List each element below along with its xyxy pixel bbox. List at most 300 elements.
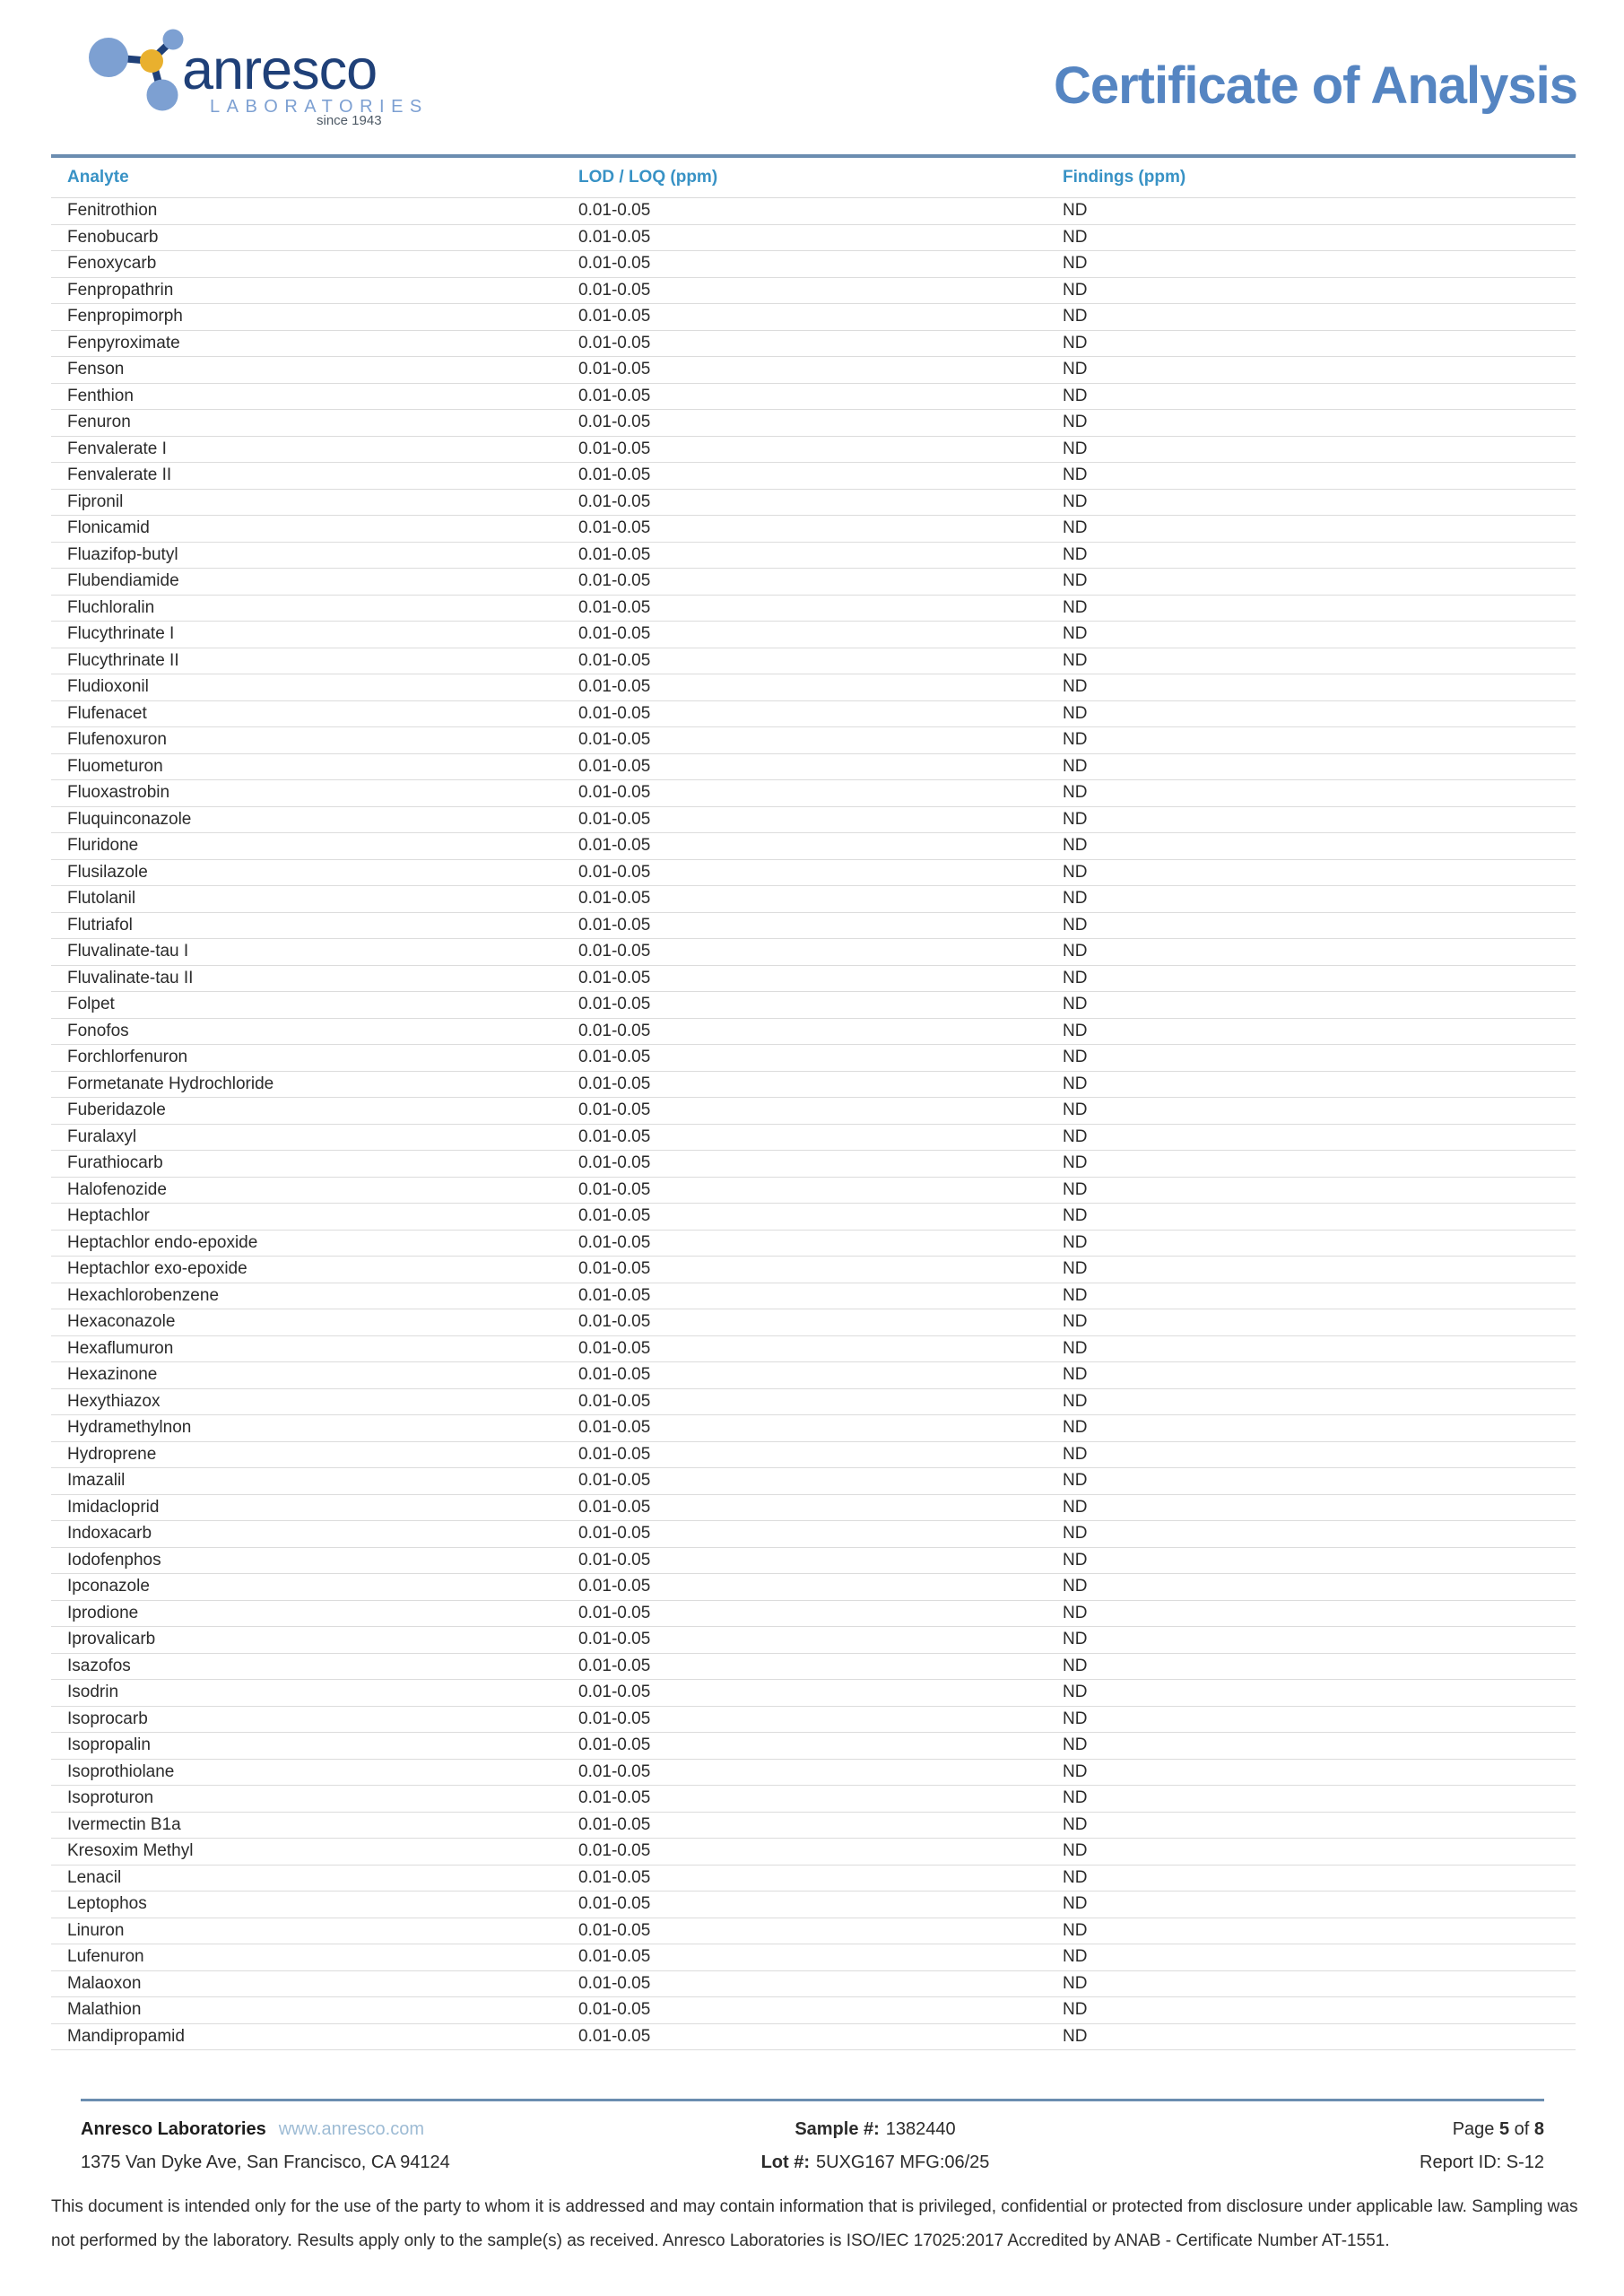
analyte-name: Lenacil <box>67 1867 122 1887</box>
analyte-name: Lufenuron <box>67 1947 144 1967</box>
lod-loq-value: 0.01-0.05 <box>578 1630 651 1649</box>
analyte-name: Imazalil <box>67 1471 126 1491</box>
table-row <box>51 1309 1576 1336</box>
analyte-name: Flutriafol <box>67 915 133 935</box>
analyte-name: Fluchloralin <box>67 597 155 617</box>
analyte-name: Hexaconazole <box>67 1312 176 1332</box>
table-row <box>51 886 1576 913</box>
lod-loq-value: 0.01-0.05 <box>578 1471 651 1491</box>
findings-value: ND <box>1063 1947 1088 1967</box>
findings-value: ND <box>1063 1841 1088 1861</box>
table-row <box>51 384 1576 411</box>
findings-value: ND <box>1063 1788 1088 1808</box>
table-row <box>51 569 1576 596</box>
analyte-name: Iprovalicarb <box>67 1630 156 1649</box>
anresco-logo <box>51 14 473 131</box>
table-row <box>51 913 1576 940</box>
findings-value: ND <box>1063 703 1088 723</box>
findings-value: ND <box>1063 1656 1088 1675</box>
table-row <box>51 1839 1576 1866</box>
lod-loq-value: 0.01-0.05 <box>578 703 651 723</box>
findings-value: ND <box>1063 544 1088 564</box>
lod-loq-value: 0.01-0.05 <box>578 1709 651 1728</box>
table-row <box>51 251 1576 278</box>
lod-loq-value: 0.01-0.05 <box>578 1524 651 1544</box>
lod-loq-value: 0.01-0.05 <box>578 1497 651 1517</box>
molecule-icon <box>51 14 186 131</box>
table-row <box>51 437 1576 464</box>
lod-loq-value: 0.01-0.05 <box>578 730 651 750</box>
table-row <box>51 833 1576 860</box>
lod-loq-value: 0.01-0.05 <box>578 1761 651 1781</box>
analyte-name: Forchlorfenuron <box>67 1048 188 1067</box>
table-row <box>51 1944 1576 1971</box>
analyte-name: Leptophos <box>67 1894 147 1914</box>
findings-value: ND <box>1063 1471 1088 1491</box>
findings-value: ND <box>1063 783 1088 803</box>
analyte-name: Fluoxastrobin <box>67 783 170 803</box>
lod-loq-value: 0.01-0.05 <box>578 1100 651 1120</box>
lod-loq-value: 0.01-0.05 <box>578 518 651 538</box>
report-id-value: S-12 <box>1506 2152 1544 2172</box>
lod-loq-value: 0.01-0.05 <box>578 1206 651 1226</box>
findings-value: ND <box>1063 280 1088 300</box>
footer-right <box>1168 2113 1544 2179</box>
table-row <box>51 807 1576 834</box>
findings-value: ND <box>1063 809 1088 829</box>
table-row <box>51 1257 1576 1283</box>
lod-loq-value: 0.01-0.05 <box>578 1232 651 1252</box>
lod-loq-value: 0.01-0.05 <box>578 1179 651 1199</box>
table-row <box>51 1866 1576 1892</box>
table-row <box>51 1362 1576 1389</box>
footer-divider <box>81 2099 1544 2101</box>
analyte-name: Fenson <box>67 360 125 379</box>
report-id-label: Report ID: <box>1420 2152 1507 2172</box>
analyte-name: Kresoxim Methyl <box>67 1841 194 1861</box>
findings-value: ND <box>1063 1973 1088 1993</box>
analyte-name: Fluquinconazole <box>67 809 192 829</box>
findings-value: ND <box>1063 1100 1088 1120</box>
analyte-name: Malaoxon <box>67 1973 142 1993</box>
analyte-name: Furalaxyl <box>67 1126 137 1146</box>
table-row <box>51 357 1576 384</box>
analyte-name: Folpet <box>67 995 115 1014</box>
analyte-name: Fipronil <box>67 491 124 511</box>
table-row <box>51 1125 1576 1152</box>
analyte-name: Fenoxycarb <box>67 254 157 274</box>
analyte-name: Fenpropathrin <box>67 280 174 300</box>
findings-value: ND <box>1063 1126 1088 1146</box>
footer-center <box>583 2113 1168 2179</box>
analyte-name: Mandipropamid <box>67 2026 185 2046</box>
findings-value: ND <box>1063 307 1088 326</box>
analyte-name: Iprodione <box>67 1603 139 1622</box>
analyte-name: Hexachlorobenzene <box>67 1285 220 1305</box>
findings-value: ND <box>1063 1418 1088 1438</box>
findings-value: ND <box>1063 386 1088 405</box>
findings-value: ND <box>1063 333 1088 352</box>
page-number: 5 <box>1498 2119 1510 2139</box>
lod-loq-value: 0.01-0.05 <box>578 597 651 617</box>
lod-loq-value: 0.01-0.05 <box>578 889 651 909</box>
lod-loq-value: 0.01-0.05 <box>578 1048 651 1067</box>
table-row <box>51 1574 1576 1601</box>
analyte-name: Imidacloprid <box>67 1497 160 1517</box>
website-link[interactable]: www.anresco.com <box>278 2119 425 2139</box>
lod-loq-value: 0.01-0.05 <box>578 677 651 697</box>
table-row <box>51 1019 1576 1046</box>
table-row <box>51 1204 1576 1231</box>
analyte-name: Fenpyroximate <box>67 333 180 352</box>
table-row <box>51 648 1576 675</box>
lod-loq-value: 0.01-0.05 <box>578 1841 651 1861</box>
analyte-name: Heptachlor exo-epoxide <box>67 1259 248 1279</box>
findings-value: ND <box>1063 1259 1088 1279</box>
findings-value: ND <box>1063 968 1088 987</box>
lod-loq-value: 0.01-0.05 <box>578 1285 651 1305</box>
table-row <box>51 516 1576 543</box>
logo-since-text: since 1943 <box>317 113 382 128</box>
lod-loq-value: 0.01-0.05 <box>578 1418 651 1438</box>
analyte-name: Flutolanil <box>67 889 136 909</box>
table-row <box>51 1707 1576 1734</box>
analyte-name: Ipconazole <box>67 1577 150 1596</box>
lod-loq-value: 0.01-0.05 <box>578 333 651 352</box>
findings-value: ND <box>1063 756 1088 776</box>
table-row <box>51 1178 1576 1205</box>
analyte-name: Isoproturon <box>67 1788 154 1808</box>
lod-loq-value: 0.01-0.05 <box>578 1603 651 1622</box>
table-row <box>51 225 1576 252</box>
findings-value: ND <box>1063 491 1088 511</box>
analyte-name: Fluvalinate-tau I <box>67 942 189 961</box>
findings-value: ND <box>1063 942 1088 961</box>
table-row <box>51 1389 1576 1416</box>
lod-loq-value: 0.01-0.05 <box>578 968 651 987</box>
analyte-name: Fludioxonil <box>67 677 149 697</box>
findings-value: ND <box>1063 1550 1088 1570</box>
findings-value: ND <box>1063 1894 1088 1914</box>
analyte-name: Flubendiamide <box>67 571 179 591</box>
lod-loq-value: 0.01-0.05 <box>578 809 651 829</box>
table-row <box>51 1760 1576 1787</box>
lod-loq-value: 0.01-0.05 <box>578 1312 651 1332</box>
table-row <box>51 674 1576 701</box>
table-row <box>51 1601 1576 1628</box>
analyte-name: Hydramethylnon <box>67 1418 192 1438</box>
analyte-name: Fluometuron <box>67 756 163 776</box>
analyte-name: Formetanate Hydrochloride <box>67 1074 274 1093</box>
table-row <box>51 1918 1576 1945</box>
findings-value: ND <box>1063 677 1088 697</box>
findings-value: ND <box>1063 201 1088 221</box>
analyte-name: Flufenoxuron <box>67 730 167 750</box>
table-row <box>51 490 1576 517</box>
table-row <box>51 939 1576 966</box>
lod-loq-value: 0.01-0.05 <box>578 1153 651 1173</box>
analyte-name: Ivermectin B1a <box>67 1814 181 1834</box>
findings-value: ND <box>1063 439 1088 458</box>
lod-loq-value: 0.01-0.05 <box>578 1126 651 1146</box>
table-row <box>51 1231 1576 1257</box>
analyte-name: Fluazifop-butyl <box>67 544 178 564</box>
column-header-analyte: Analyte <box>67 168 129 187</box>
table-row <box>51 1336 1576 1363</box>
lod-loq-value: 0.01-0.05 <box>578 439 651 458</box>
findings-value: ND <box>1063 1683 1088 1702</box>
findings-value: ND <box>1063 889 1088 909</box>
lod-loq-value: 0.01-0.05 <box>578 491 651 511</box>
findings-value: ND <box>1063 1021 1088 1040</box>
findings-value: ND <box>1063 1365 1088 1385</box>
findings-value: ND <box>1063 227 1088 247</box>
lot-number-label: Lot #: <box>760 2152 810 2172</box>
findings-value: ND <box>1063 1497 1088 1517</box>
analyte-name: Hydroprene <box>67 1444 157 1464</box>
findings-value: ND <box>1063 2000 1088 2020</box>
lod-loq-value: 0.01-0.05 <box>578 1365 651 1385</box>
findings-value: ND <box>1063 730 1088 750</box>
lod-loq-value: 0.01-0.05 <box>578 650 651 670</box>
analyte-name: Hexaflumuron <box>67 1338 174 1358</box>
column-header-findings: Findings (ppm) <box>1063 168 1186 187</box>
findings-value: ND <box>1063 465 1088 485</box>
sample-number-label: Sample #: <box>795 2119 880 2139</box>
lod-loq-value: 0.01-0.05 <box>578 360 651 379</box>
findings-value: ND <box>1063 1048 1088 1067</box>
findings-value: ND <box>1063 650 1088 670</box>
lod-loq-value: 0.01-0.05 <box>578 1814 651 1834</box>
table-row <box>51 1045 1576 1072</box>
table-row <box>51 727 1576 754</box>
lod-loq-value: 0.01-0.05 <box>578 201 651 221</box>
column-header-lod-loq: LOD / LOQ (ppm) <box>578 168 718 187</box>
lod-loq-value: 0.01-0.05 <box>578 227 651 247</box>
table-row <box>51 860 1576 887</box>
analyte-name: Hexazinone <box>67 1365 158 1385</box>
table-row <box>51 410 1576 437</box>
table-row <box>51 1786 1576 1813</box>
findings-value: ND <box>1063 1867 1088 1887</box>
lod-loq-value: 0.01-0.05 <box>578 2026 651 2046</box>
lod-loq-value: 0.01-0.05 <box>578 307 651 326</box>
logo-subtitle: LABORATORIES <box>210 97 429 117</box>
table-row <box>51 1680 1576 1707</box>
findings-value: ND <box>1063 1285 1088 1305</box>
table-row <box>51 278 1576 305</box>
lod-loq-value: 0.01-0.05 <box>578 571 651 591</box>
analyte-name: Isoprocarb <box>67 1709 148 1728</box>
analyte-name: Isazofos <box>67 1656 131 1675</box>
table-row <box>51 701 1576 728</box>
analyte-name: Fenthion <box>67 386 134 405</box>
company-address: 1375 Van Dyke Ave, San Francisco, CA 94124 <box>81 2152 450 2172</box>
lod-loq-value: 0.01-0.05 <box>578 1074 651 1093</box>
findings-value: ND <box>1063 1735 1088 1755</box>
analyte-name: Fonofos <box>67 1021 129 1040</box>
table-row <box>51 1468 1576 1495</box>
findings-value: ND <box>1063 915 1088 935</box>
findings-value: ND <box>1063 1603 1088 1622</box>
lod-loq-value: 0.01-0.05 <box>578 280 651 300</box>
analyte-table <box>51 154 1576 2050</box>
analyte-name: Fluvalinate-tau II <box>67 968 194 987</box>
table-row <box>51 331 1576 358</box>
analyte-name: Fenvalerate II <box>67 465 172 485</box>
findings-value: ND <box>1063 518 1088 538</box>
lod-loq-value: 0.01-0.05 <box>578 1735 651 1755</box>
analyte-name: Hexythiazox <box>67 1391 161 1411</box>
lod-loq-value: 0.01-0.05 <box>578 942 651 961</box>
lod-loq-value: 0.01-0.05 <box>578 862 651 882</box>
findings-value: ND <box>1063 571 1088 591</box>
findings-value: ND <box>1063 1391 1088 1411</box>
table-row <box>51 1971 1576 1998</box>
footer-left <box>81 2113 583 2179</box>
findings-value: ND <box>1063 1920 1088 1940</box>
findings-value: ND <box>1063 360 1088 379</box>
table-row <box>51 596 1576 622</box>
table-row <box>51 304 1576 331</box>
table-row <box>51 966 1576 993</box>
lod-loq-value: 0.01-0.05 <box>578 1021 651 1040</box>
table-row <box>51 1548 1576 1575</box>
lod-loq-value: 0.01-0.05 <box>578 1656 651 1675</box>
findings-value: ND <box>1063 862 1088 882</box>
analyte-name: Malathion <box>67 2000 142 2020</box>
table-row <box>51 198 1576 225</box>
findings-value: ND <box>1063 1338 1088 1358</box>
table-row <box>51 992 1576 1019</box>
lod-loq-value: 0.01-0.05 <box>578 1259 651 1279</box>
lod-loq-value: 0.01-0.05 <box>578 1867 651 1887</box>
findings-value: ND <box>1063 2026 1088 2046</box>
analyte-name: Fenvalerate I <box>67 439 167 458</box>
analyte-name: Linuron <box>67 1920 125 1940</box>
analyte-name: Flucythrinate II <box>67 650 179 670</box>
findings-value: ND <box>1063 624 1088 644</box>
findings-value: ND <box>1063 1761 1088 1781</box>
analyte-name: Fenpropimorph <box>67 307 183 326</box>
table-row <box>51 1892 1576 1918</box>
table-row <box>51 622 1576 648</box>
findings-value: ND <box>1063 1577 1088 1596</box>
analyte-name: Indoxacarb <box>67 1524 152 1544</box>
table-row <box>51 1997 1576 2024</box>
lod-loq-value: 0.01-0.05 <box>578 995 651 1014</box>
lod-loq-value: 0.01-0.05 <box>578 1788 651 1808</box>
lot-number-value: 5UXG167 MFG:06/25 <box>816 2152 990 2172</box>
table-row <box>51 1072 1576 1099</box>
analyte-name: Fenitrothion <box>67 201 158 221</box>
lod-loq-value: 0.01-0.05 <box>578 783 651 803</box>
analyte-name: Flonicamid <box>67 518 150 538</box>
findings-value: ND <box>1063 1179 1088 1199</box>
page-total: 8 <box>1533 2119 1544 2139</box>
lod-loq-value: 0.01-0.05 <box>578 254 651 274</box>
lod-loq-value: 0.01-0.05 <box>578 1920 651 1940</box>
table-row <box>51 463 1576 490</box>
table-row <box>51 1442 1576 1469</box>
lod-loq-value: 0.01-0.05 <box>578 1683 651 1702</box>
table-row <box>51 1521 1576 1548</box>
table-row <box>51 1151 1576 1178</box>
analyte-name: Fenobucarb <box>67 227 159 247</box>
report-id <box>1168 2146 1544 2179</box>
analyte-name: Fuberidazole <box>67 1100 166 1120</box>
analyte-name: Flufenacet <box>67 703 147 723</box>
analyte-name: Fluridone <box>67 836 139 856</box>
sample-number-value: 1382440 <box>885 2119 956 2139</box>
findings-value: ND <box>1063 1074 1088 1093</box>
table-row <box>51 543 1576 570</box>
analyte-name: Iodofenphos <box>67 1550 161 1570</box>
table-row <box>51 1733 1576 1760</box>
analyte-name: Isodrin <box>67 1683 119 1702</box>
table-row <box>51 1813 1576 1839</box>
company-name: Anresco Laboratories <box>81 2119 266 2139</box>
table-body <box>51 198 1576 2050</box>
lod-loq-value: 0.01-0.05 <box>578 915 651 935</box>
findings-value: ND <box>1063 1312 1088 1332</box>
findings-value: ND <box>1063 1444 1088 1464</box>
logo-wordmark: anresco <box>182 39 378 101</box>
findings-value: ND <box>1063 995 1088 1014</box>
lod-loq-value: 0.01-0.05 <box>578 1391 651 1411</box>
table-row <box>51 1283 1576 1310</box>
findings-value: ND <box>1063 836 1088 856</box>
findings-value: ND <box>1063 254 1088 274</box>
page-title: Certificate of Analysis <box>1053 57 1577 115</box>
table-row <box>51 1495 1576 1522</box>
table-row <box>51 1627 1576 1654</box>
lod-loq-value: 0.01-0.05 <box>578 2000 651 2020</box>
lod-loq-value: 0.01-0.05 <box>578 544 651 564</box>
lod-loq-value: 0.01-0.05 <box>578 624 651 644</box>
lod-loq-value: 0.01-0.05 <box>578 1577 651 1596</box>
analyte-name: Fenuron <box>67 413 131 432</box>
lod-loq-value: 0.01-0.05 <box>578 1338 651 1358</box>
analyte-name: Furathiocarb <box>67 1153 163 1173</box>
table-row <box>51 1654 1576 1681</box>
analyte-name: Flusilazole <box>67 862 148 882</box>
analyte-name: Heptachlor endo-epoxide <box>67 1232 258 1252</box>
lod-loq-value: 0.01-0.05 <box>578 386 651 405</box>
table-row <box>51 1098 1576 1125</box>
lod-loq-value: 0.01-0.05 <box>578 413 651 432</box>
findings-value: ND <box>1063 1814 1088 1834</box>
analyte-name: Flucythrinate I <box>67 624 175 644</box>
table-row <box>51 780 1576 807</box>
findings-value: ND <box>1063 1153 1088 1173</box>
lod-loq-value: 0.01-0.05 <box>578 465 651 485</box>
findings-value: ND <box>1063 413 1088 432</box>
footer <box>81 2113 1544 2179</box>
findings-value: ND <box>1063 1709 1088 1728</box>
table-row <box>51 754 1576 781</box>
page-indicator: Page 5 of 8 <box>1452 2119 1544 2139</box>
analyte-name: Heptachlor <box>67 1206 150 1226</box>
lod-loq-value: 0.01-0.05 <box>578 1947 651 1967</box>
table-row <box>51 1415 1576 1442</box>
analyte-name: Isopropalin <box>67 1735 151 1755</box>
findings-value: ND <box>1063 1630 1088 1649</box>
disclaimer-text: This document is intended only for the use of the party to whom it is addressed and may contain information that is privileged, confidential or protected from disclosure under applicable law. Sampling was not performed by the laboratory. Results apply only to the sample(s) as received. Anresco Laboratories is ISO/IEC 17025:2017 Accredited by ANAB - Certificate Number AT-1551. <box>51 2197 1578 2250</box>
analyte-name: Halofenozide <box>67 1179 167 1199</box>
lod-loq-value: 0.01-0.05 <box>578 1550 651 1570</box>
analyte-name: Isoprothiolane <box>67 1761 175 1781</box>
